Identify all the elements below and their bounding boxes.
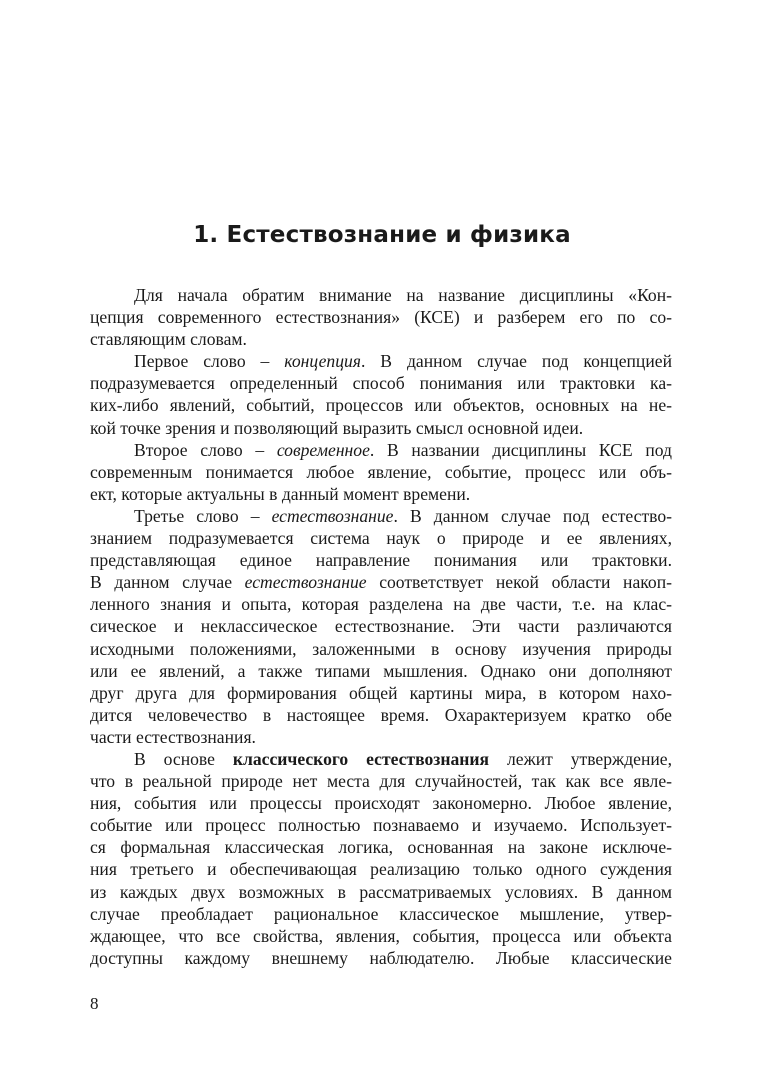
text-run: Для начала обратим внимание на название дисциплины «Кон- bbox=[134, 285, 672, 305]
text-line bbox=[90, 682, 672, 704]
text-run: случае преобладает рациональное классическое мышление, утвер- bbox=[90, 903, 672, 924]
text-run: современным понимается любое явление, событие, процесс или объ- bbox=[90, 461, 672, 482]
italic-term: естествознание bbox=[271, 505, 394, 526]
text-line bbox=[90, 549, 672, 571]
page-number: 8 bbox=[90, 994, 99, 1013]
text-run: кой точке зрения и позволяющий выразить смысл основной идеи. bbox=[90, 417, 584, 438]
text-run: сическое и неклассическое естествознание. Эти части различаются bbox=[90, 616, 672, 637]
text-run: ставляющим словам. bbox=[90, 329, 247, 350]
text-line bbox=[90, 439, 672, 461]
text-line bbox=[90, 350, 672, 372]
text-run: . В данном случае под концепцией bbox=[360, 351, 672, 372]
text-line bbox=[90, 615, 672, 637]
paragraph bbox=[90, 350, 672, 438]
text-line bbox=[90, 328, 672, 350]
text-run: дится человечество в настоящее время. Охарактеризуем кратко обе bbox=[90, 704, 672, 725]
text-run: . В данном случае под естество- bbox=[393, 505, 672, 526]
text-run: представляющая единое направление понимания или трактовки. bbox=[90, 550, 672, 571]
italic-term: концепция bbox=[284, 351, 361, 372]
italic-term: естествознание bbox=[244, 572, 367, 593]
text-line bbox=[90, 527, 672, 549]
text-line bbox=[90, 417, 672, 439]
text-run: знанием подразумевается система наук о природе и ее явлениях, bbox=[90, 528, 672, 549]
text-line bbox=[90, 394, 672, 416]
text-line bbox=[90, 814, 672, 836]
body-text bbox=[90, 284, 672, 969]
text-line bbox=[90, 461, 672, 483]
text-line bbox=[90, 947, 672, 969]
text-run: Второе слово – bbox=[134, 439, 277, 460]
text-run: доступны каждому внешнему наблюдателю. Любые классические bbox=[90, 947, 672, 968]
text-line bbox=[90, 306, 672, 328]
text-run: лежит утверждение, bbox=[489, 748, 672, 769]
text-run: цепция современного естествознания» (КСЕ) и разберем его по со- bbox=[90, 307, 672, 328]
text-run: ленного знания и опыта, которая разделена на две части, т.е. на клас- bbox=[90, 594, 672, 615]
text-line bbox=[90, 483, 672, 505]
paragraph bbox=[90, 748, 672, 969]
text-run: ект, которые актуальны в данный момент времени. bbox=[90, 483, 471, 504]
text-run: Третье слово – bbox=[134, 505, 272, 526]
text-run: В данном случае bbox=[90, 572, 245, 593]
text-line bbox=[90, 593, 672, 615]
text-run: части естествознания. bbox=[90, 726, 256, 747]
text-run: . В названии дисциплины КСЕ под bbox=[369, 439, 673, 460]
text-line bbox=[90, 704, 672, 726]
text-line bbox=[90, 726, 672, 748]
text-run: В основе bbox=[134, 748, 233, 769]
text-run: подразумевается определенный способ понимания или трактовки ка- bbox=[90, 373, 672, 394]
text-run: ких-либо явлений, событий, процессов или объектов, основных на не- bbox=[90, 395, 672, 416]
text-line bbox=[90, 284, 672, 306]
text-line bbox=[90, 660, 672, 682]
text-line bbox=[90, 836, 672, 858]
text-line bbox=[90, 770, 672, 792]
text-run: исходными положениями, заложенными в основу изучения природы bbox=[90, 638, 672, 659]
text-run: что в реальной природе нет места для случайностей, так как все явле- bbox=[90, 771, 672, 792]
text-run: друг друга для формирования общей картины мира, в котором нахо- bbox=[90, 682, 672, 703]
bold-term: классического естествознания bbox=[232, 748, 490, 769]
text-run: из каждых двух возможных в рассматриваемых условиях. В данном bbox=[90, 881, 672, 902]
paragraph bbox=[90, 284, 672, 350]
text-run: ния третьего и обеспечивающая реализацию только одного суждения bbox=[90, 859, 672, 880]
text-line bbox=[90, 903, 672, 925]
text-line bbox=[90, 925, 672, 947]
text-line bbox=[90, 372, 672, 394]
text-run: ждающее, что все свойства, явления, события, процесса или объекта bbox=[90, 925, 672, 946]
text-line bbox=[90, 748, 672, 770]
chapter-heading: 1. Естествознание и физика bbox=[193, 222, 571, 248]
text-run: ся формальная классическая логика, основанная на законе исключе- bbox=[90, 837, 672, 858]
text-run: событие или процесс полностью познаваемо и изучаемо. Использует- bbox=[90, 815, 672, 836]
text-line bbox=[90, 571, 672, 593]
paragraph bbox=[90, 505, 672, 748]
text-line bbox=[90, 638, 672, 660]
text-run: соответствует некой области накоп- bbox=[366, 572, 672, 593]
text-run: или ее явлений, а также типами мышления. Однако они дополняют bbox=[90, 660, 672, 681]
italic-term: современное bbox=[276, 439, 370, 460]
text-line bbox=[90, 881, 672, 903]
text-line bbox=[90, 792, 672, 814]
text-line bbox=[90, 505, 672, 527]
text-run: Первое слово – bbox=[134, 351, 285, 372]
text-run: ния, события или процессы происходят закономерно. Любое явление, bbox=[90, 793, 672, 814]
text-line bbox=[90, 858, 672, 880]
paragraph bbox=[90, 439, 672, 505]
